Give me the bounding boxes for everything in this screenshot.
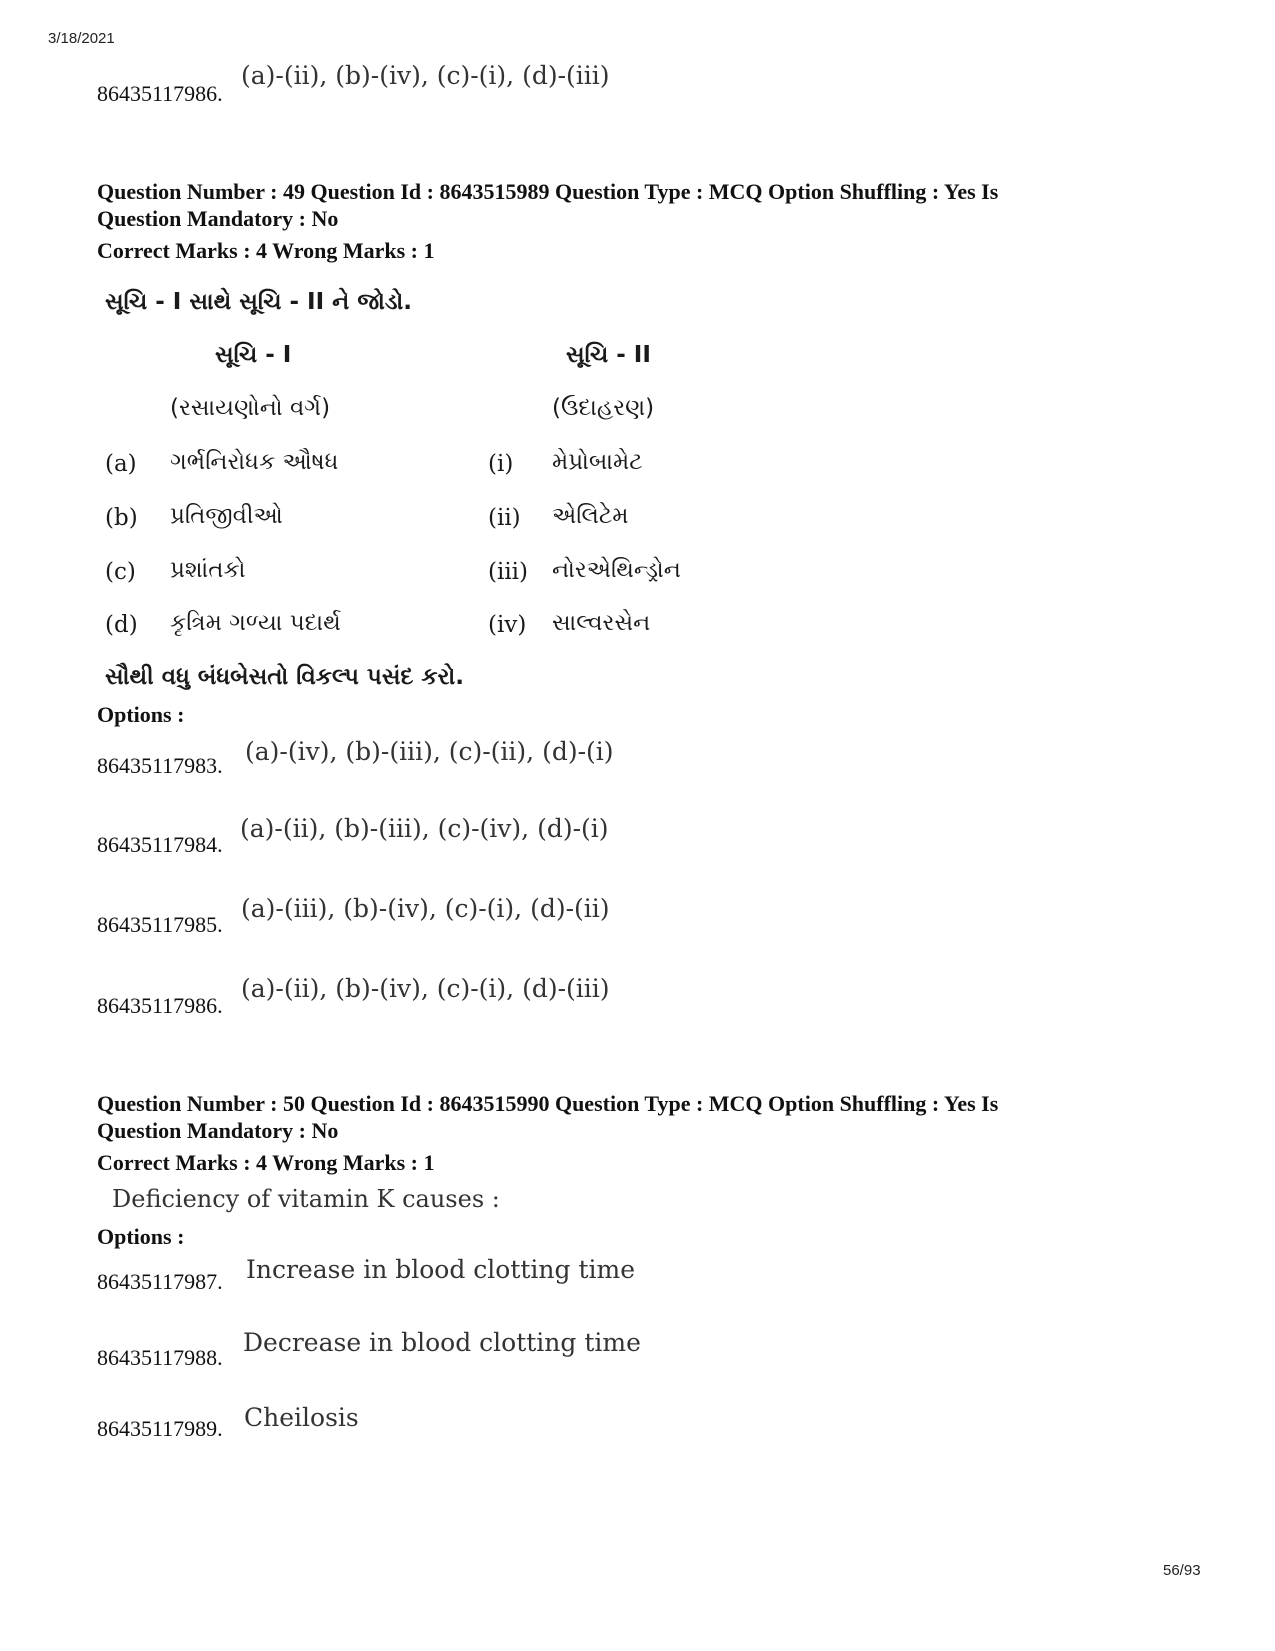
options-label: Options :: [97, 702, 185, 727]
question-marks: Correct Marks : 4 Wrong Marks : 1: [97, 1150, 435, 1175]
option-text: (a)-(iii), (b)-(iv), (c)-(i), (d)-(ii): [241, 894, 610, 923]
row-label-left: (a): [105, 451, 137, 477]
row-label-right: (iii): [488, 559, 529, 585]
option-id: 86435117983.: [97, 753, 223, 778]
page-number: 56/93: [1163, 1562, 1201, 1579]
row-text-left: ગર્ભનિરોધક ઔષધ: [170, 449, 339, 475]
option-id: 86435117989.: [97, 1416, 223, 1441]
option-id: 86435117986.: [97, 81, 223, 106]
choose-instruction: સૌથી વધુ બંધબેસતો વિકલ્પ પસંદ કરો.: [105, 664, 464, 690]
row-label-right: (iv): [488, 612, 527, 638]
option-id: 86435117986.: [97, 993, 223, 1018]
row-label-left: (c): [105, 559, 136, 585]
row-text-left: કૃત્રિમ ગળ્યા પદાર્થ: [170, 610, 341, 636]
option-text: (a)-(ii), (b)-(iv), (c)-(i), (d)-(iii): [241, 61, 610, 90]
row-text-right: મેપ્રોબામેટ: [552, 449, 643, 475]
question-meta-line1: Question Number : 50 Question Id : 8643515990 Question Type : MCQ Option Shuffling : Yes Is: [97, 1091, 999, 1116]
question-meta-line2: Question Mandatory : No: [97, 1118, 339, 1143]
option-id: 86435117984.: [97, 832, 223, 857]
list1-title: સૂચિ - I: [215, 342, 292, 368]
question-text: Deficiency of vitamin K causes :: [112, 1185, 500, 1213]
question-marks: Correct Marks : 4 Wrong Marks : 1: [97, 238, 435, 263]
option-text: (a)-(iv), (b)-(iii), (c)-(ii), (d)-(i): [245, 737, 614, 766]
option-text: (a)-(ii), (b)-(iii), (c)-(iv), (d)-(i): [240, 814, 609, 843]
question-instruction: સૂચિ - I સાથે સૂચિ - II ને જોડો.: [105, 289, 412, 315]
row-label-right: (ii): [488, 505, 521, 531]
option-text: Increase in blood clotting time: [246, 1255, 636, 1284]
question-meta-line2: Question Mandatory : No: [97, 206, 339, 231]
print-date: 3/18/2021: [48, 30, 115, 47]
row-text-right: નોરએથિન્ડ્રોન: [552, 557, 681, 583]
question-meta-line1: Question Number : 49 Question Id : 8643515989 Question Type : MCQ Option Shuffling : Yes Is: [97, 179, 999, 204]
list2-subtitle: (ઉદાહરણ): [552, 395, 655, 421]
options-label: Options :: [97, 1224, 185, 1249]
row-text-left: પ્રશાંતકો: [170, 557, 246, 583]
option-id: 86435117987.: [97, 1269, 223, 1294]
option-text: (a)-(ii), (b)-(iv), (c)-(i), (d)-(iii): [241, 974, 610, 1003]
row-text-right: સાલ્વરસેન: [552, 610, 651, 636]
list2-title: સૂચિ - II: [566, 342, 651, 368]
row-label-right: (i): [488, 451, 514, 477]
option-id: 86435117988.: [97, 1345, 223, 1370]
row-text-left: પ્રતિજીવીઓ: [170, 503, 283, 529]
option-text: Decrease in blood clotting time: [243, 1328, 641, 1357]
row-text-right: એલિટેમ: [552, 503, 629, 529]
row-label-left: (b): [105, 505, 138, 531]
option-id: 86435117985.: [97, 912, 223, 937]
row-label-left: (d): [105, 612, 138, 638]
list1-subtitle: (રસાયણોનો વર્ગ): [170, 395, 331, 421]
option-text: Cheilosis: [244, 1403, 359, 1432]
